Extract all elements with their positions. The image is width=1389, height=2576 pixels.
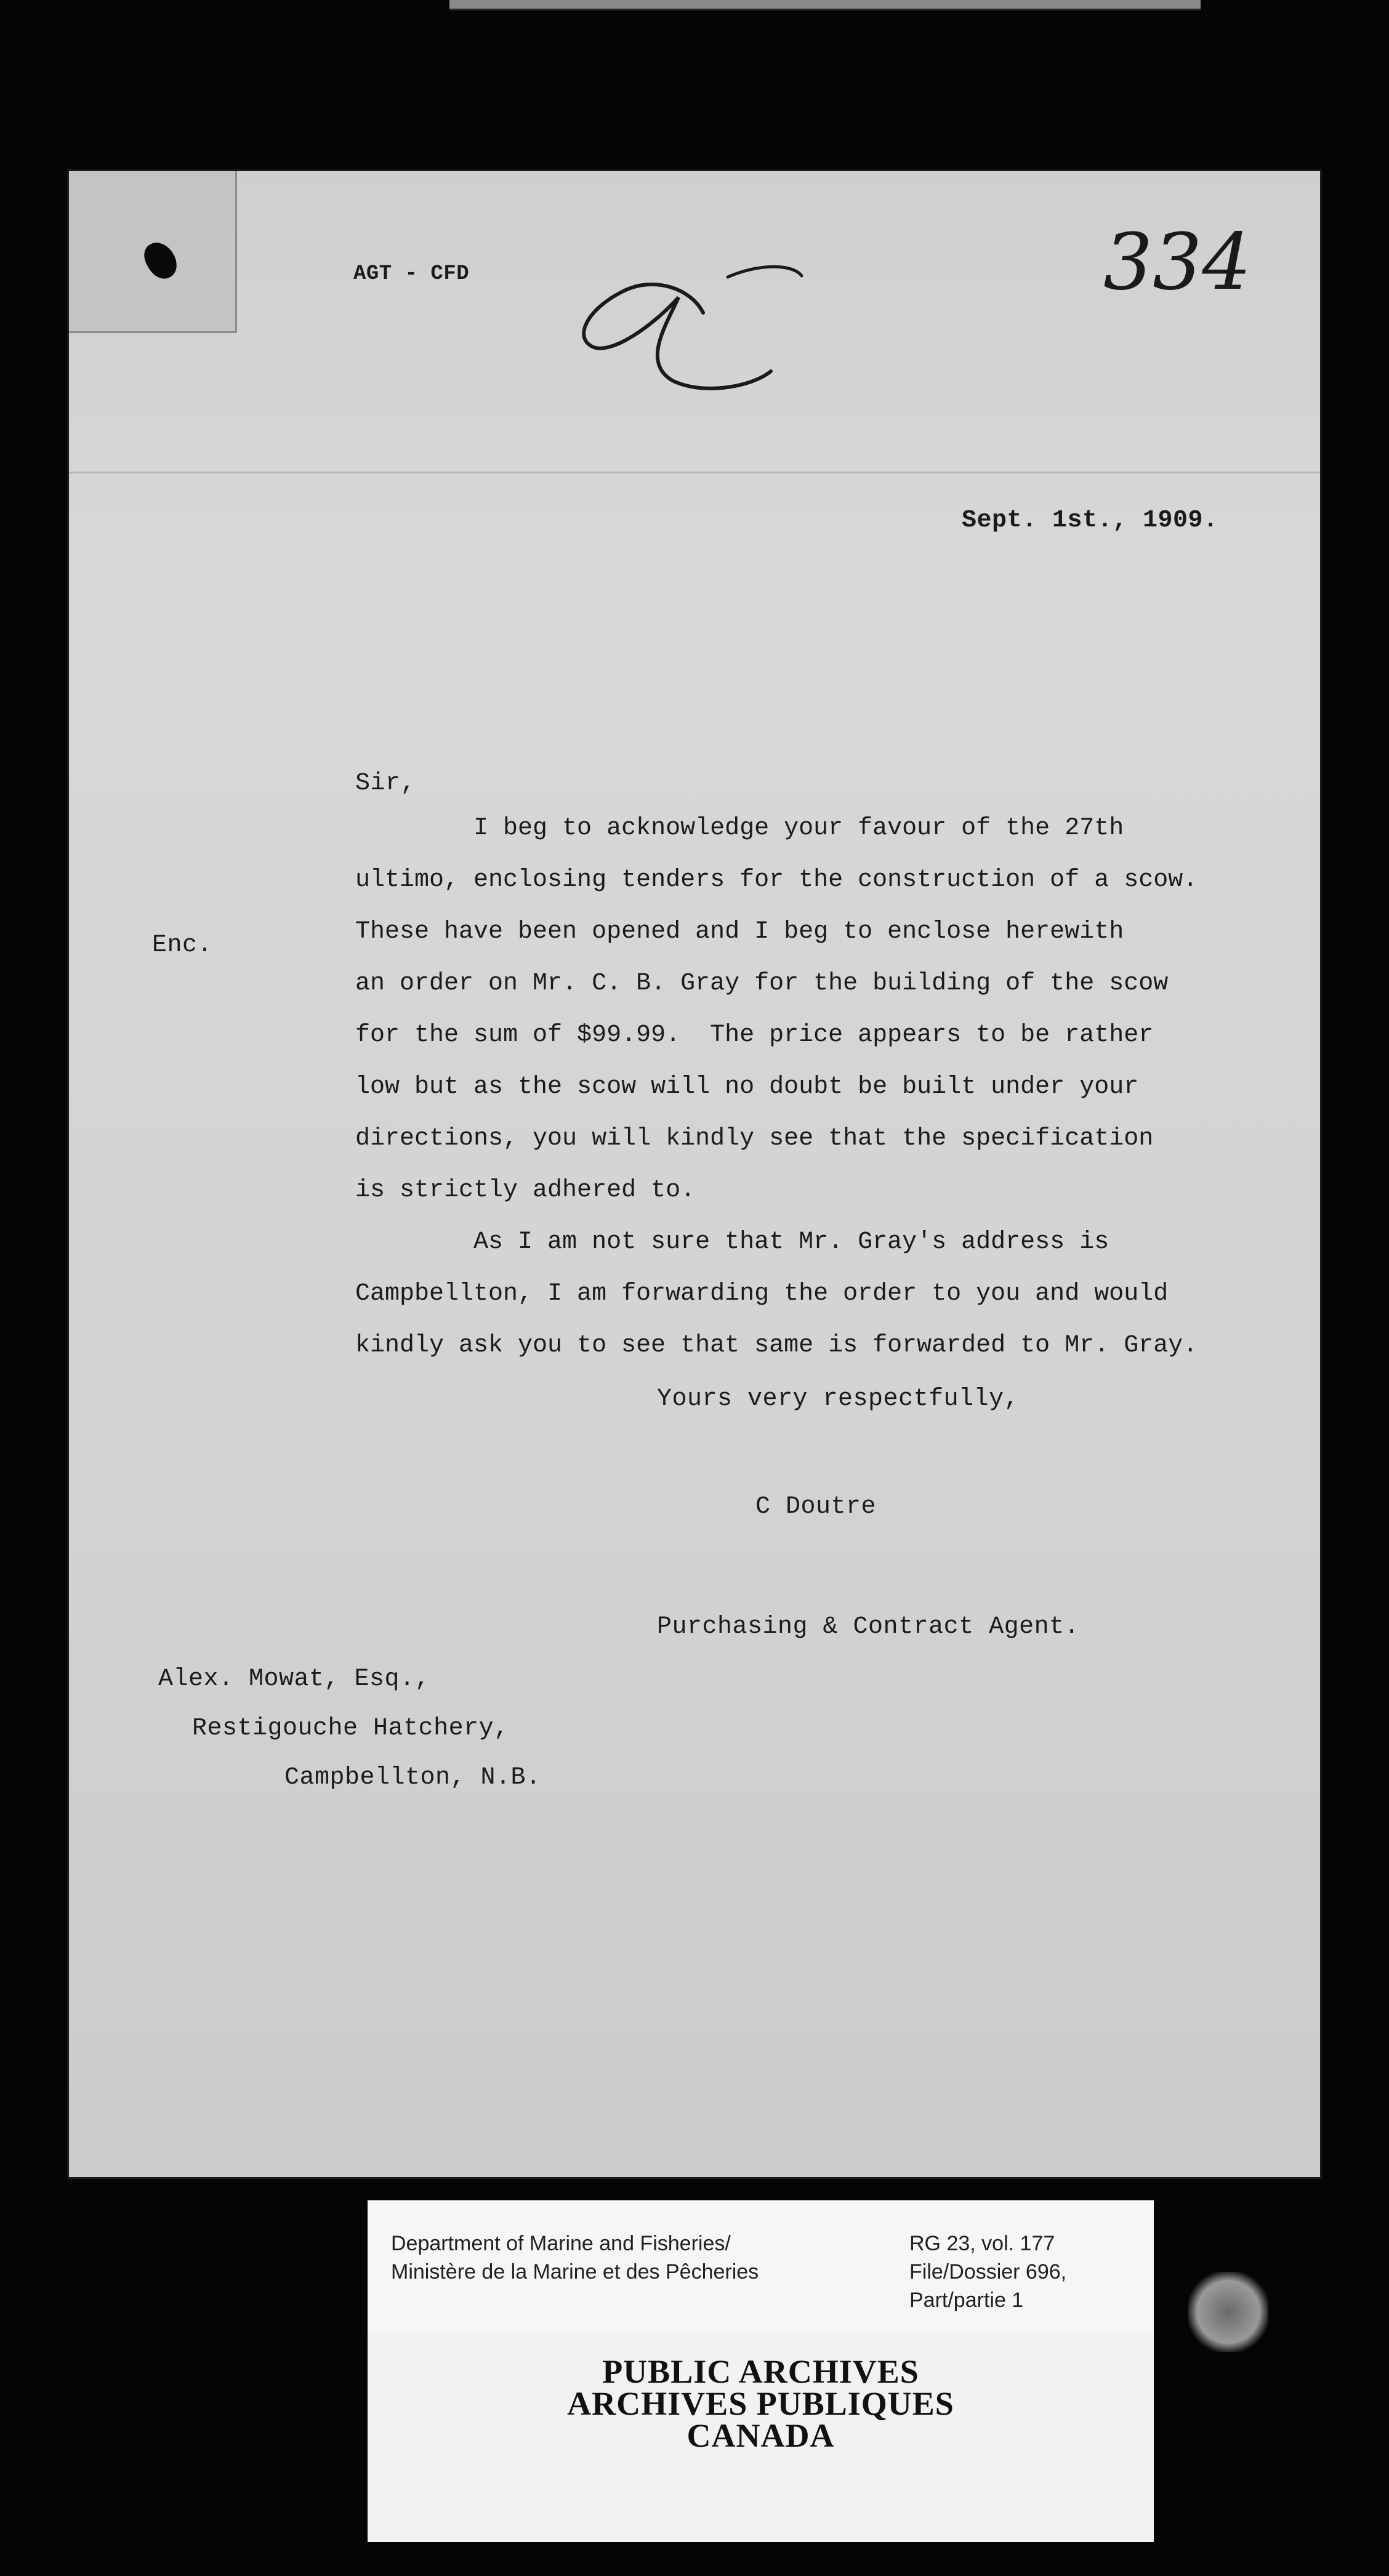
body-line: Campbellton, I am forwarding the order to you and would [355, 1280, 1169, 1308]
body-line: is strictly adhered to. [355, 1177, 696, 1204]
department-english: Department of Marine and Fisheries/ [391, 2232, 731, 2255]
addressee-organization: Restigouche Hatchery, [192, 1715, 509, 1742]
body-line: As I am not sure that Mr. Gray's address is [355, 1228, 1109, 1256]
film-edge-strip [449, 0, 1201, 10]
letter-date: Sept. 1st., 1909. [962, 507, 1218, 534]
department-french: Ministère de la Marine et des Pêcheries [391, 2260, 759, 2284]
fold-line [69, 472, 1320, 473]
complimentary-close: Yours very respectfully, [657, 1385, 1020, 1413]
letter-page [69, 171, 1320, 2177]
stamp-line-country: CANADA [686, 2417, 835, 2454]
body-line: ultimo, enclosing tenders for the construction of a scow. [355, 866, 1198, 894]
handwritten-mark-icon [549, 239, 869, 399]
punch-hole [139, 237, 183, 284]
body-line: an order on Mr. C. B. Gray for the building of the scow [355, 970, 1169, 997]
body-line: for the sum of $99.99. The price appears to be rather [355, 1021, 1154, 1049]
body-line: kindly ask you to see that same is forwarded to Mr. Gray. [355, 1332, 1198, 1359]
stamp-line-english: PUBLIC ARCHIVES [602, 2353, 919, 2390]
film-smudge [1188, 2272, 1268, 2352]
salutation: Sir, [355, 770, 416, 797]
record-group: RG 23, vol. 177 [909, 2232, 1055, 2255]
addressee-place: Campbellton, N.B. [284, 1764, 541, 1792]
handwritten-page-number: 334 [1103, 217, 1252, 307]
signer-title: Purchasing & Contract Agent. [657, 1613, 1080, 1641]
body-line: I beg to acknowledge your favour of the 27th [355, 815, 1124, 842]
file-dossier: File/Dossier 696, [909, 2260, 1067, 2284]
punched-corner-tab [69, 171, 237, 333]
addressee-name: Alex. Mowat, Esq., [158, 1665, 430, 1693]
archive-reference-label [368, 2200, 1154, 2334]
archive-stamp [368, 2333, 1154, 2542]
body-line: low but as the scow will no doubt be built under your [355, 1073, 1139, 1101]
enclosure-margin-note: Enc. [152, 932, 213, 959]
part-number: Part/partie 1 [909, 2288, 1024, 2312]
body-line: These have been opened and I beg to enclose herewith [355, 918, 1124, 946]
file-reference-code: AGT - CFD [353, 262, 470, 286]
body-line: directions, you will kindly see that the specification [355, 1125, 1154, 1153]
stamp-line-french: ARCHIVES PUBLIQUES [567, 2385, 954, 2422]
signer-name: C Doutre [755, 1493, 877, 1521]
